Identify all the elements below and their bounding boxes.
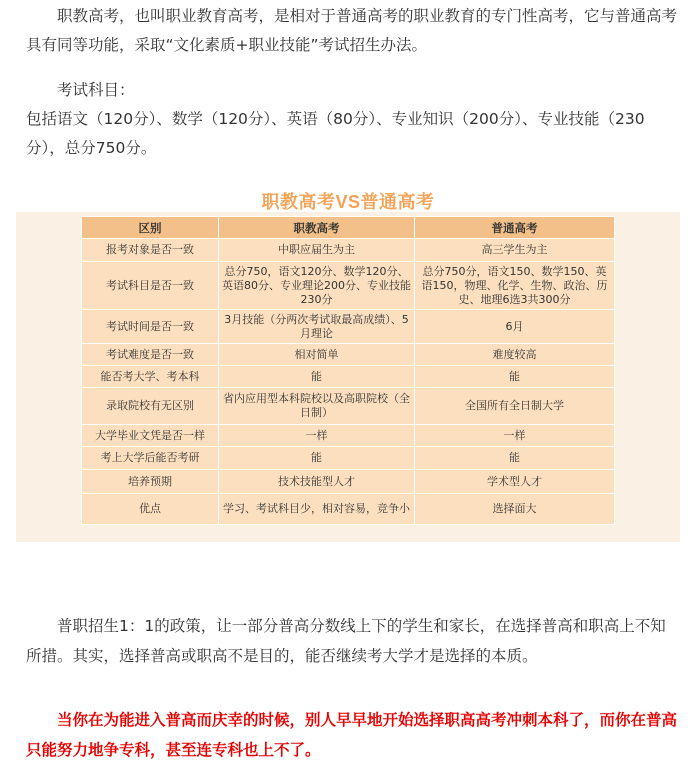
- intro-paragraph: 职教高考，也叫职业教育高考，是相对于普通高考的职业教育的专门性高考，它与普通高考具有同等功能，采取“文化素质+职业技能”考试招生办法。: [26, 7, 678, 54]
- row-label: 考上大学后能否考研: [82, 447, 219, 470]
- table-row: [82, 310, 615, 344]
- row-label: 大学毕业文凭是否一样: [82, 425, 219, 447]
- table-row: [82, 344, 615, 366]
- table-row: [82, 262, 615, 310]
- vocational-cell: 省内应用型本科院校以及高职院校（全日制）: [219, 388, 415, 425]
- header-vocational: 职教高考: [219, 217, 415, 239]
- general-cell: 选择面大: [415, 494, 615, 525]
- general-cell: 高三学生为主: [415, 239, 615, 262]
- general-cell: 一样: [415, 425, 615, 447]
- vocational-cell: 3月技能（分两次考试取最高成绩）、5月理论: [219, 310, 415, 344]
- policy-paragraph: 普职招生1：1的政策，让一部分普高分数线上下的学生和家长，在选择普高和职高上不知所措。其实，选择普高或职高不是目的，能否继续考大学才是选择的本质。: [26, 617, 666, 665]
- table-row: [82, 425, 615, 447]
- vocational-cell: 中职应届生为主: [219, 239, 415, 262]
- vocational-cell: 技术技能型人才: [219, 470, 415, 494]
- table-row: [82, 388, 615, 425]
- table-header-row: [82, 217, 615, 239]
- subjects-heading: 考试科目：: [57, 81, 135, 99]
- vocational-cell: 学习、考试科目少，相对容易，竞争小: [219, 494, 415, 525]
- general-cell: 能: [415, 366, 615, 388]
- vocational-cell: 能: [219, 366, 415, 388]
- comparison-table: [81, 216, 615, 525]
- header-difference: 区别: [82, 217, 219, 239]
- row-label: 能否考大学、考本科: [82, 366, 219, 388]
- general-cell: 6月: [415, 310, 615, 344]
- table-row: [82, 447, 615, 470]
- table-row: [82, 494, 615, 525]
- row-label: 报考对象是否一致: [82, 239, 219, 262]
- general-cell: 能: [415, 447, 615, 470]
- row-label: 录取院校有无区别: [82, 388, 219, 425]
- general-cell: 总分750分，语文150、数学150、英语150，物理、化学、生物、政治、历史、地理6选3共300分: [415, 262, 615, 310]
- warning-paragraph: 当你在为能进入普高而庆幸的时候，别人早早地开始选择职高高考冲刺本科了，而你在普高只能努力地争专科，甚至连专科也上不了。: [26, 711, 678, 759]
- subjects-detail: 包括语文（120分）、数学（120分）、英语（80分）、专业知识（200分）、专业技能（230分），总分750分。: [26, 110, 645, 157]
- table-row: [82, 239, 615, 262]
- table-row: [82, 366, 615, 388]
- vocational-cell: 相对简单: [219, 344, 415, 366]
- general-cell: 全国所有全日制大学: [415, 388, 615, 425]
- row-label: 考试科目是否一致: [82, 262, 219, 310]
- comparison-table-panel: [16, 212, 680, 542]
- vocational-cell: 能: [219, 447, 415, 470]
- comparison-title: 职教高考VS普通高考: [261, 192, 435, 212]
- row-label: 考试时间是否一致: [82, 310, 219, 344]
- subjects-paragraph: [26, 76, 678, 163]
- general-cell: 难度较高: [415, 344, 615, 366]
- table-row: [82, 470, 615, 494]
- header-general: 普通高考: [415, 217, 615, 239]
- vocational-cell: 一样: [219, 425, 415, 447]
- general-cell: 学术型人才: [415, 470, 615, 494]
- vocational-cell: 总分750，语文120分、数学120分、英语80分、专业理论200分、专业技能230分: [219, 262, 415, 310]
- row-label: 培养预期: [82, 470, 219, 494]
- row-label: 考试难度是否一致: [82, 344, 219, 366]
- row-label: 优点: [82, 494, 219, 525]
